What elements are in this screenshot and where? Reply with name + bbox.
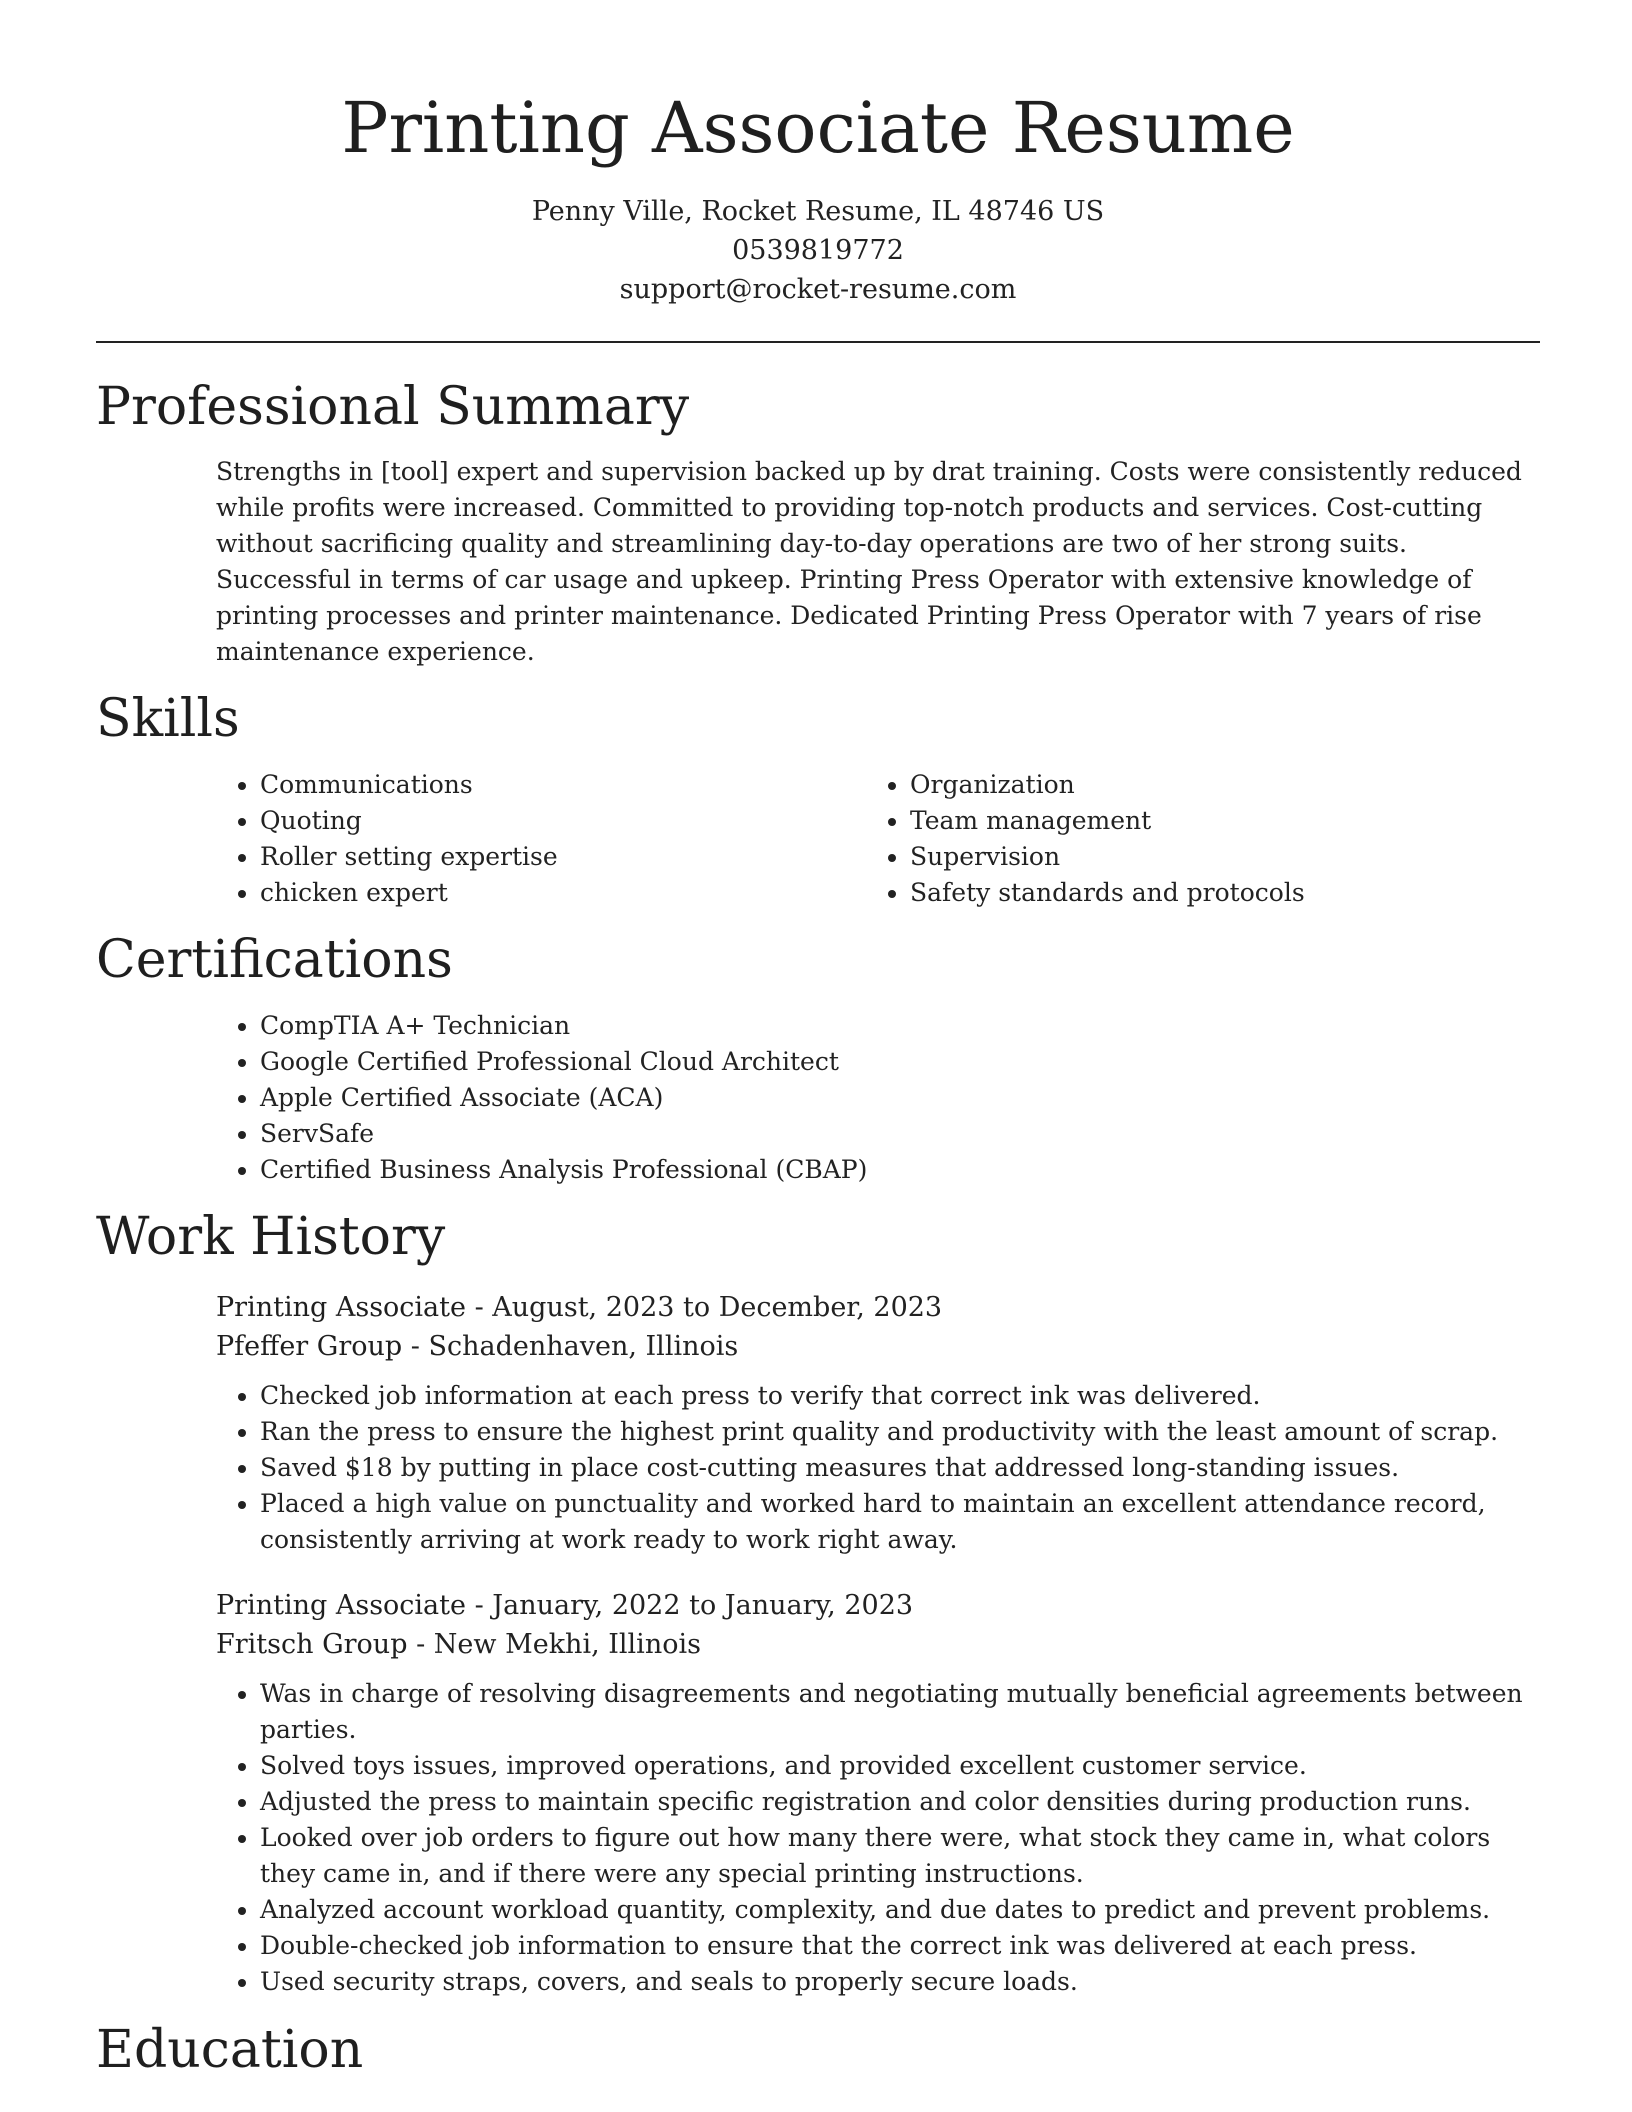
education-section (96, 2020, 1540, 2080)
skill-item: • Quoting (260, 803, 866, 839)
certifications-list (216, 1008, 1540, 1188)
job-title: Printing Associate (216, 1590, 466, 1621)
job-bullet: • Double-checked job information to ensure that the correct ink was delivered at each press. (260, 1928, 1526, 1964)
skill-item: • Roller setting expertise (260, 839, 866, 875)
section-heading-summary: Professional Summary (96, 377, 690, 437)
job-entry (216, 1586, 1540, 2000)
section-heading-certifications: Certifications (96, 930, 453, 990)
job-company-line (216, 1327, 1540, 1366)
contact-email: support@rocket-resume.com (619, 274, 1017, 305)
skill-item: • Organization (910, 767, 1526, 803)
job-bullet: • Used security straps, covers, and seals to properly secure loads. (260, 1964, 1526, 2000)
job-bullet: • Saved $18 by putting in place cost-cutting measures that addressed long-standing issues. (260, 1450, 1526, 1486)
job-bullets (216, 1378, 1526, 1558)
certification-item: • Certified Business Analysis Professional (CBAP) (260, 1152, 1540, 1188)
job-title-line (216, 1288, 1540, 1327)
job-entry (216, 1288, 1540, 1558)
job-bullet: • Adjusted the press to maintain specific registration and color densities during production runs. (260, 1784, 1526, 1820)
job-bullet: • Ran the press to ensure the highest print quality and productivity with the least amount of scrap. (260, 1414, 1526, 1450)
skill-item: • chicken expert (260, 875, 866, 911)
job-dates: - August, 2023 to December, 2023 (466, 1292, 943, 1323)
work-history-section (96, 1207, 1540, 2000)
skills-list-left (216, 767, 866, 911)
skill-item: • Safety standards and protocols (910, 875, 1526, 911)
job-company: Fritsch Group (216, 1629, 408, 1660)
header-divider (96, 341, 1540, 343)
section-heading-skills: Skills (96, 689, 240, 749)
skills-grid (216, 767, 1540, 911)
resume-title: Printing Associate Resume (341, 87, 1295, 169)
certification-item: • CompTIA A+ Technician (260, 1008, 1540, 1044)
section-heading-work-history: Work History (96, 1207, 446, 1267)
job-title: Printing Associate (216, 1292, 466, 1323)
job-bullets (216, 1676, 1526, 2000)
job-bullet: • Placed a high value on punctuality and worked hard to maintain an excellent attendance record, consistently arriving at work ready to work right away. (260, 1486, 1526, 1558)
job-bullet: • Checked job information at each press to verify that correct ink was delivered. (260, 1378, 1526, 1414)
certification-item: • Google Certified Professional Cloud Architect (260, 1044, 1540, 1080)
skills-section (96, 689, 1540, 911)
certifications-section (96, 930, 1540, 1188)
certification-item: • ServSafe (260, 1116, 1540, 1152)
professional-summary-section (96, 377, 1540, 670)
section-heading-education: Education (96, 2020, 364, 2080)
job-bullet: • Was in charge of resolving disagreements and negotiating mutually beneficial agreements between parties. (260, 1676, 1526, 1748)
job-company: Pfeffer Group (216, 1331, 403, 1362)
job-location: - Schadenhaven, Illinois (402, 1331, 739, 1362)
job-bullet: • Analyzed account workload quantity, complexity, and due dates to predict and prevent problems. (260, 1892, 1526, 1928)
summary-text: Strengths in [tool] expert and supervision backed up by drat training. Costs were consistently reduced while profits were increased. Committed to providing top-notch products and services. Cost-cutting without sacrificing quality and streamlining day-to-day operations are two of her strong suits. Successful in terms of car usage and upkeep. Printing Press Operator with extensive knowledge of printing processes and printer maintenance. Dedicated Printing Press Operator with 7 years of rise maintenance experience. (216, 457, 1522, 666)
resume-header (96, 0, 1540, 309)
job-bullet: • Looked over job orders to figure out how many there were, what stock they came in, what colors they came in, and if there were any special printing instructions. (260, 1820, 1526, 1892)
job-company-line (216, 1625, 1540, 1664)
skill-item: • Supervision (910, 839, 1526, 875)
skills-list-right (866, 767, 1526, 911)
job-location: - New Mekhi, Illinois (407, 1629, 701, 1660)
job-dates: - January, 2022 to January, 2023 (466, 1590, 914, 1621)
skill-item: • Communications (260, 767, 866, 803)
certification-item: • Apple Certified Associate (ACA) (260, 1080, 1540, 1116)
job-title-line (216, 1586, 1540, 1625)
skill-item: • Team management (910, 803, 1526, 839)
job-bullet: • Solved toys issues, improved operations, and provided excellent customer service. (260, 1748, 1526, 1784)
contact-address: Penny Ville, Rocket Resume, IL 48746 US (531, 196, 1105, 227)
contact-phone: 0539819772 (732, 235, 904, 266)
resume-page (96, 0, 1540, 2080)
